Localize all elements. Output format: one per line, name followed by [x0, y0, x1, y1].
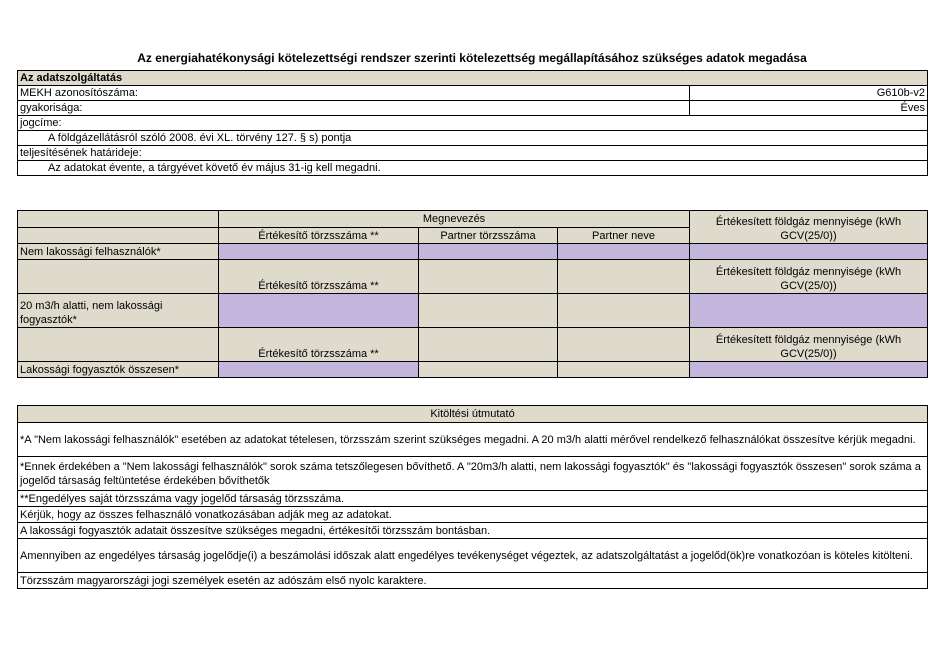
instruction-text: A lakossági fogyasztók adatait összesítve szükséges megadni, értékesítői törzsszám bontásban. — [18, 523, 928, 539]
corner-cell — [18, 211, 219, 228]
deadline-value-row — [18, 161, 928, 176]
subheader3-blank-3 — [558, 328, 690, 362]
mekh-row — [18, 86, 928, 101]
row2-label: 20 m3/h alatti, nem lakossági fogyasztók* — [18, 294, 219, 328]
info-table — [17, 70, 928, 176]
section-header: Az adatszolgáltatás — [18, 71, 928, 86]
row2-blank — [419, 294, 558, 328]
page-title: Az energiahatékonysági kötelezettségi rendszer szerinti kötelezettség megállapításához szükséges adatok megadása — [137, 51, 807, 65]
row3-blank — [419, 362, 558, 378]
col-partner-name: Partner neve — [558, 228, 690, 244]
instruction-text: Amennyiben az engedélyes társaság jogelődje(i) a beszámolási időszak alatt engedélyes tevékenységet végeztek, az adatszolgáltatást a jogelőd(ök)re vonatkozóan is köteles kitölteni. — [18, 539, 928, 573]
row2-quantity-input[interactable] — [690, 294, 928, 328]
subheader-blank-2 — [419, 260, 558, 294]
instructions-header-row — [18, 406, 928, 423]
instruction-text: Törzsszám magyarországi jogi személyek esetén az adószám első nyolc karaktere. — [18, 573, 928, 589]
deadline-value: Az adatokat évente, a tárgyévet követő év május 31-ig kell megadni. — [18, 161, 928, 176]
row1-label: Nem lakossági felhasználók* — [18, 244, 219, 260]
subheader3-seller-id: Értékesítő törzsszáma ** — [219, 328, 419, 362]
frequency-row — [18, 101, 928, 116]
row-residential — [18, 362, 928, 378]
instruction-text: *A "Nem lakossági felhasználók" esetében az adatokat tételesen, törzsszám szerint szükséges megadni. A 20 m3/h alatti mérővel rendelkező felhasználókat összesítve kérjük megadni. — [18, 423, 928, 457]
quantity-header: Értékesített földgáz mennyisége (kWh GCV(25/0)) — [690, 211, 928, 244]
instruction-text: **Engedélyes saját törzsszáma vagy jogelőd társaság törzsszáma. — [18, 491, 928, 507]
row3-label: Lakossági fogyasztók összesen* — [18, 362, 219, 378]
subheader-quantity: Értékesített földgáz mennyisége (kWh GCV(25/0)) — [690, 260, 928, 294]
row2-blank-2 — [558, 294, 690, 328]
instructions-table — [17, 405, 928, 589]
row1-partner-id-input[interactable] — [419, 244, 558, 260]
instruction-row — [18, 491, 928, 507]
mekh-value[interactable]: G610b-v2 — [690, 86, 928, 101]
subheader3-blank — [18, 328, 219, 362]
subheader-blank — [18, 260, 219, 294]
row1-quantity-input[interactable] — [690, 244, 928, 260]
instruction-row — [18, 539, 928, 573]
frequency-value[interactable]: Éves — [690, 101, 928, 116]
deadline-label-row — [18, 146, 928, 161]
subheader-row-2 — [18, 260, 928, 294]
instruction-text: *Ennek érdekében a "Nem lakossági felhasználók" sorok száma tetszőlegesen bővíthető. A "20m3/h alatti, nem lakossági fogyasztók" és "lakossági fogyasztók összesen" sorok száma a jogelőd társaság feltüntetése érdekében bővíthetők — [18, 457, 928, 491]
corner-cell-2 — [18, 228, 219, 244]
row3-quantity-input[interactable] — [690, 362, 928, 378]
subheader-row-3 — [18, 328, 928, 362]
instruction-row — [18, 457, 928, 491]
subheader3-quantity: Értékesített földgáz mennyisége (kWh GCV(25/0)) — [690, 328, 928, 362]
mekh-label: MEKH azonosítószáma: — [18, 86, 690, 101]
subheader-seller-id: Értékesítő törzsszáma ** — [219, 260, 419, 294]
instruction-row — [18, 423, 928, 457]
instruction-text: Kérjük, hogy az összes felhasználó vonatkozásában adják meg az adatokat. — [18, 507, 928, 523]
instructions-header: Kitöltési útmutató — [18, 406, 928, 423]
subheader-blank-3 — [558, 260, 690, 294]
legal-value: A földgázellátásról szóló 2008. évi XL. törvény 127. § s) pontja — [18, 131, 928, 146]
frequency-label: gyakorisága: — [18, 101, 690, 116]
row1-partner-name-input[interactable] — [558, 244, 690, 260]
deadline-label: teljesítésének határideje: — [18, 146, 928, 161]
info-header-row — [18, 71, 928, 86]
row-non-residential — [18, 244, 928, 260]
megnevezes-header: Megnevezés — [219, 211, 690, 228]
row-small-meter — [18, 294, 928, 328]
data-header-row-1 — [18, 211, 928, 228]
row1-seller-input[interactable] — [219, 244, 419, 260]
legal-value-row — [18, 131, 928, 146]
col-seller-id: Értékesítő törzsszáma ** — [219, 228, 419, 244]
legal-label-row — [18, 116, 928, 131]
subheader3-blank-2 — [419, 328, 558, 362]
instruction-row — [18, 573, 928, 589]
instruction-row — [18, 507, 928, 523]
row3-seller-input[interactable] — [219, 362, 419, 378]
data-table — [17, 210, 928, 378]
instruction-row — [18, 523, 928, 539]
legal-label: jogcíme: — [18, 116, 928, 131]
col-partner-id: Partner törzsszáma — [419, 228, 558, 244]
row2-seller-input[interactable] — [219, 294, 419, 328]
row3-blank-2 — [558, 362, 690, 378]
